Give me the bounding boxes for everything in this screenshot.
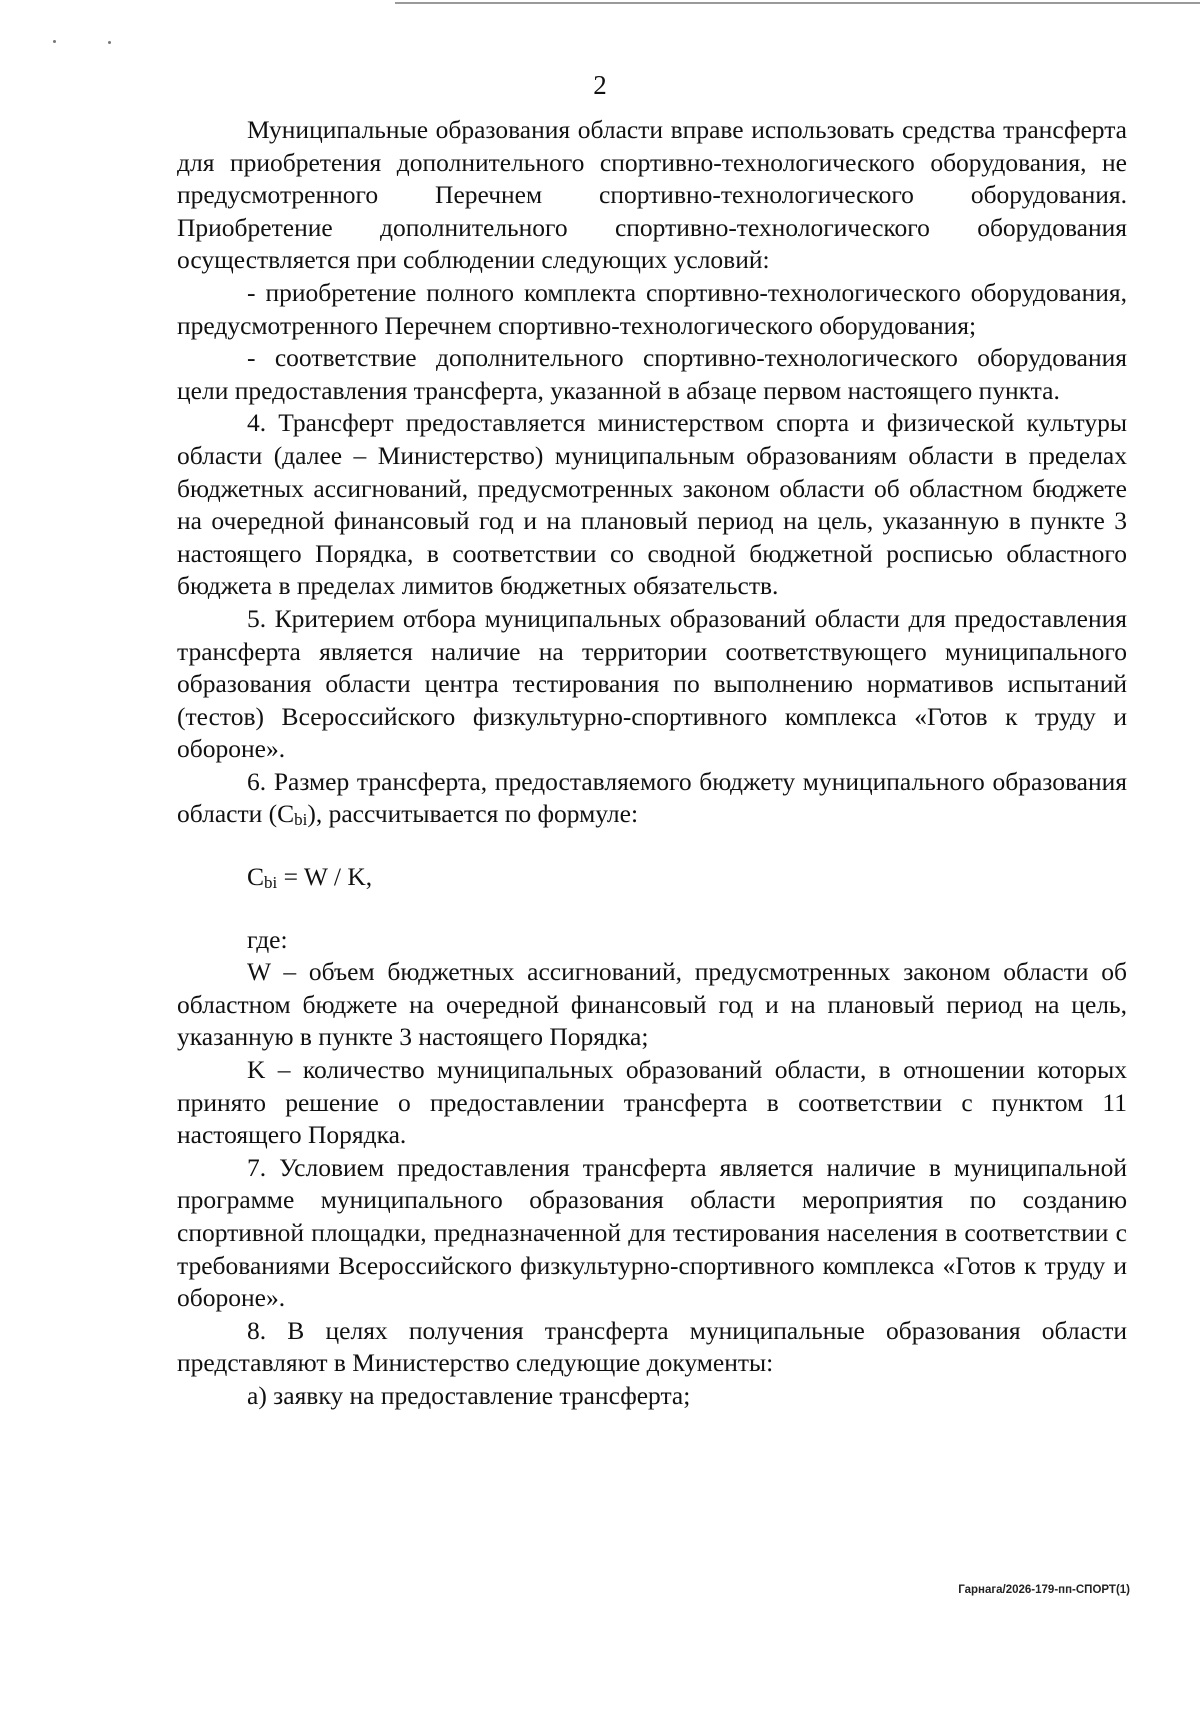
paragraph-condition-1: - приобретение полного комплекта спортивно-технологического оборудования, предусмотренного Перечнем спортивно-технологического оборудования; [177,277,1127,340]
where-label: где: [247,924,288,954]
paragraph-8: 8. В целях получения трансферта муниципальные образования области представляют в Министерство следующие документы: [177,1315,1127,1378]
paragraph-6-subscript: bi [294,810,308,830]
page-number: 2 [593,70,607,100]
formula-rest: = W / K, [277,862,373,892]
formula-subscript: bi [264,873,278,893]
formula [177,861,1127,894]
paragraph-4: 4. Трансферт предоставляется министерством спорта и физической культуры области (далее – Министерство) муниципальным образованиям области в пределах бюджетных ассигнований, предусмотренных законом области об областном бюджете на очередной финансовый год и на плановый период на цель, указанную в пункте 3 настоящего Порядка, в соответствии со сводной бюджетной росписью областного бюджета в пределах лимитов бюджетных обязательств. [177,408,1127,601]
paragraph-condition-2: - соответствие дополнительного спортивно-технологического оборудования цели предоставления трансферта, указанной в абзаце первом настоящего пункта. [177,343,1127,405]
paragraph-6-text-before: 6. Размер трансферта, предоставляемого бюджету муниципального образования области (C [177,766,1127,829]
formula-c: C [247,862,265,892]
scan-dot [53,40,56,43]
paragraph-6 [177,766,1127,831]
document-footer-code: Гарнага/2026-179-пп-СПОРТ(1) [958,1584,1130,1596]
paragraph-5: 5. Критерием отбора муниципальных образований области для предоставления трансферта является наличие на территории соответствующего муниципального образования области центра тестирования по выполнению нормативов испытаний (тестов) Всероссийского физкультурно-спортивного комплекса «Готов к труду и обороне». [177,603,1127,764]
definition-w: W – объем бюджетных ассигнований, предусмотренных законом области об областном бюджете на очередной финансовый год и на плановый период на цель, указанную в пункте 3 настоящего Порядка; [177,957,1127,1052]
document-body [177,114,1127,1413]
definition-k: K – количество муниципальных образований области, в отношении которых принято решение о предоставлении трансферта в соответствии с пунктом 11 настоящего Порядка. [177,1055,1127,1150]
scan-dot [108,41,111,44]
paragraph-8a: а) заявку на предоставление трансферта; [247,1380,691,1410]
paragraph-6-text-after: ), рассчитывается по формуле: [307,799,639,829]
paragraph-7: 7. Условием предоставления трансферта является наличие в муниципальной программе муниципального образования области мероприятия по созданию спортивной площадки, предназначенной для тестирования населения в соответствии с требованиями Всероссийского физкультурно-спортивного комплекса «Готов к труду и обороне». [177,1152,1127,1313]
paragraph-1: Муниципальные образования области вправе использовать средства трансферта для приобретения дополнительного спортивно-технологического оборудования, не предусмотренного Перечнем спортивно-технологического оборудования. Приобретение дополнительного спортивно-технологического оборудования осуществляется при соблюдении следующих условий: [177,115,1127,275]
scan-top-line [395,2,1200,4]
